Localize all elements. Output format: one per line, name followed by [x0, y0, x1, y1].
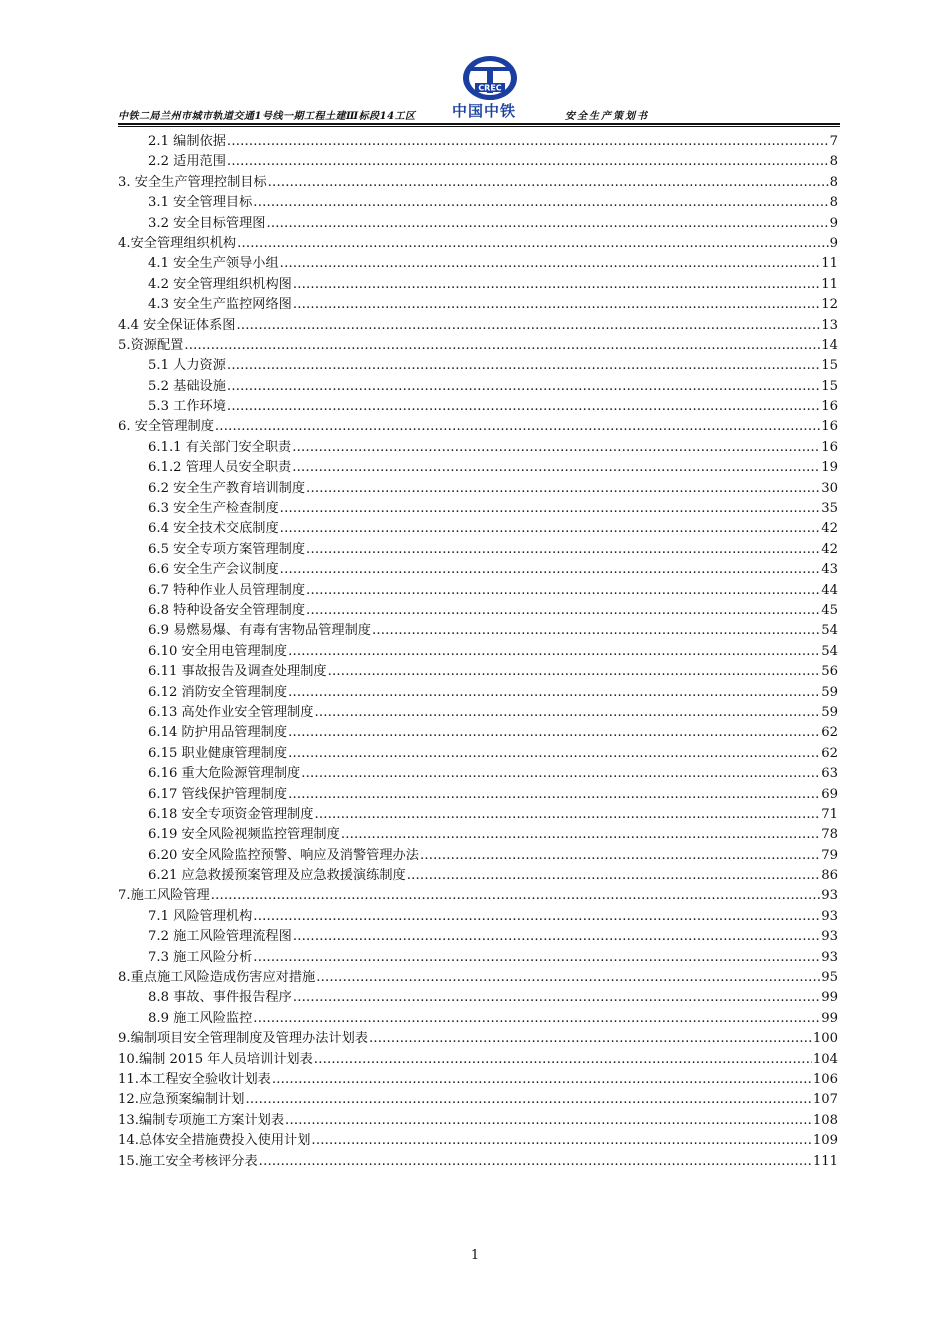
- toc-entry-title: 3. 安全生产管理控制目标: [118, 174, 267, 190]
- toc-entry[interactable]: [118, 1070, 838, 1090]
- toc-entry[interactable]: [118, 723, 838, 743]
- toc-entry-page: 30: [821, 480, 838, 496]
- toc-leader-dots: [288, 642, 820, 662]
- toc-entry[interactable]: [118, 907, 838, 927]
- toc-entry[interactable]: [118, 662, 838, 682]
- table-of-contents: [118, 132, 838, 1172]
- toc-entry-page: 79: [821, 847, 838, 863]
- toc-entry-title: 3.2 安全目标管理图: [148, 215, 266, 231]
- toc-entry-page: 93: [821, 929, 838, 945]
- toc-entry-title: 6.12 消防安全管理制度: [148, 684, 288, 700]
- toc-entry-page: 100: [812, 1031, 838, 1047]
- toc-entry[interactable]: [118, 397, 838, 417]
- toc-entry-title: 3.1 安全管理目标: [148, 195, 253, 211]
- toc-leader-dots: [288, 744, 820, 764]
- toc-entry-page: 19: [821, 460, 838, 476]
- crec-logo-icon: [461, 54, 519, 102]
- toc-leader-dots: [227, 132, 829, 152]
- toc-leader-dots: [259, 1152, 812, 1172]
- toc-leader-dots: [288, 683, 820, 703]
- toc-entry-title: 4.3 安全生产监控网络图: [148, 297, 292, 313]
- toc-entry-page: 54: [821, 623, 838, 639]
- toc-leader-dots: [316, 968, 820, 988]
- header-rule-thick: [118, 123, 840, 125]
- toc-leader-dots: [293, 988, 820, 1008]
- toc-entry-title: 9.编制项目安全管理制度及管理办法计划表: [118, 1031, 368, 1047]
- toc-entry-page: 43: [821, 562, 838, 578]
- toc-entry-title: 6.19 安全风险视频监控管理制度: [148, 827, 340, 843]
- toc-entry-page: 99: [821, 990, 838, 1006]
- toc-entry-page: 16: [821, 419, 838, 435]
- toc-entry-page: 63: [821, 766, 838, 782]
- toc-entry-page: 111: [812, 1153, 838, 1169]
- toc-entry[interactable]: [118, 499, 838, 519]
- toc-entry-page: 93: [821, 908, 838, 924]
- toc-entry-page: 108: [812, 1112, 838, 1128]
- toc-leader-dots: [280, 519, 821, 539]
- toc-leader-dots: [292, 438, 820, 458]
- toc-leader-dots: [253, 948, 820, 968]
- toc-entry-page: 7: [829, 134, 838, 149]
- toc-leader-dots: [227, 152, 829, 172]
- toc-entry-title: 6.18 安全专项资金管理制度: [148, 806, 314, 822]
- toc-leader-dots: [236, 316, 820, 336]
- toc-entry-page: 104: [812, 1051, 838, 1067]
- toc-leader-dots: [280, 560, 821, 580]
- toc-entry[interactable]: [118, 1111, 838, 1131]
- toc-entry-title: 6.21 应急救援预案管理及应急救援演练制度: [148, 868, 406, 884]
- toc-entry-page: 99: [821, 1010, 838, 1026]
- toc-entry-page: 56: [821, 664, 838, 680]
- toc-leader-dots: [341, 825, 820, 845]
- toc-entry-page: 8: [829, 195, 838, 211]
- toc-entry-title: 4.4 安全保证体系图: [118, 317, 236, 333]
- toc-entry-title: 11.本工程安全验收计划表: [118, 1071, 271, 1087]
- toc-entry-page: 107: [812, 1092, 838, 1108]
- toc-leader-dots: [253, 1009, 820, 1029]
- toc-entry-title: 6.8 特种设备安全管理制度: [148, 602, 306, 618]
- toc-entry-page: 78: [821, 827, 838, 843]
- toc-entry[interactable]: [118, 152, 838, 172]
- toc-entry[interactable]: [118, 825, 838, 845]
- toc-entry-page: 93: [821, 888, 838, 904]
- toc-entry[interactable]: [118, 785, 838, 805]
- toc-entry[interactable]: [118, 132, 838, 152]
- toc-entry-title: 6.13 高处作业安全管理制度: [148, 704, 314, 720]
- toc-entry-page: 59: [821, 684, 838, 700]
- toc-entry[interactable]: [118, 642, 838, 662]
- toc-entry-title: 15.施工安全考核评分表: [118, 1153, 258, 1169]
- toc-entry-title: 6.1.2 管理人员安全职责: [148, 460, 292, 476]
- toc-entry[interactable]: [118, 1090, 838, 1110]
- toc-leader-dots: [369, 1029, 812, 1049]
- toc-entry[interactable]: [118, 479, 838, 499]
- toc-entry-title: 8.9 施工风险监控: [148, 1010, 253, 1026]
- toc-entry-title: 4.2 安全管理组织机构图: [148, 276, 292, 292]
- toc-entry[interactable]: [118, 377, 838, 397]
- toc-entry-title: 5.1 人力资源: [148, 358, 226, 374]
- toc-leader-dots: [184, 336, 820, 356]
- toc-entry-title: 6.1.1 有关部门安全职责: [148, 439, 292, 455]
- toc-entry-page: 9: [829, 215, 838, 231]
- toc-entry[interactable]: [118, 295, 838, 315]
- toc-entry-page: 8: [829, 174, 838, 190]
- page-header: [118, 52, 840, 124]
- toc-entry-title: 6.9 易燃易爆、有毒有害物品管理制度: [148, 623, 371, 639]
- toc-leader-dots: [311, 1131, 811, 1151]
- toc-leader-dots: [372, 621, 820, 641]
- toc-entry-page: 15: [821, 378, 838, 394]
- toc-leader-dots: [314, 703, 820, 723]
- toc-entry-title: 12.应急预案编制计划: [118, 1092, 245, 1108]
- toc-leader-dots: [328, 662, 821, 682]
- toc-entry[interactable]: [118, 540, 838, 560]
- toc-entry-page: 109: [812, 1133, 838, 1149]
- toc-entry-title: 5.资源配置: [118, 337, 184, 353]
- toc-leader-dots: [285, 1111, 812, 1131]
- toc-entry-page: 14: [821, 337, 838, 353]
- toc-entry[interactable]: [118, 336, 838, 356]
- toc-leader-dots: [268, 173, 829, 193]
- toc-entry[interactable]: [118, 173, 838, 193]
- toc-entry-page: 42: [821, 541, 838, 557]
- toc-leader-dots: [215, 417, 820, 437]
- toc-leader-dots: [288, 785, 820, 805]
- toc-entry[interactable]: [118, 886, 838, 906]
- toc-entry-page: 16: [821, 399, 838, 415]
- toc-entry-title: 8.8 事故、事件报告程序: [148, 990, 292, 1006]
- toc-entry-title: 4.1 安全生产领导小组: [148, 256, 279, 272]
- toc-leader-dots: [407, 866, 820, 886]
- toc-entry[interactable]: [118, 683, 838, 703]
- toc-entry-title: 6.4 安全技术交底制度: [148, 521, 279, 537]
- toc-entry-page: 35: [821, 501, 838, 517]
- toc-leader-dots: [227, 397, 820, 417]
- toc-entry-title: 7.2 施工风险管理流程图: [148, 929, 292, 945]
- toc-entry-page: 45: [821, 602, 838, 618]
- header-rule-thin: [118, 126, 840, 127]
- toc-leader-dots: [227, 377, 820, 397]
- toc-entry-page: 69: [821, 786, 838, 802]
- toc-entry-title: 6.7 特种作业人员管理制度: [148, 582, 306, 598]
- toc-entry[interactable]: [118, 316, 838, 336]
- toc-entry-page: 95: [821, 970, 838, 986]
- toc-entry[interactable]: [118, 744, 838, 764]
- toc-entry-title: 6.15 职业健康管理制度: [148, 745, 288, 761]
- toc-entry[interactable]: [118, 846, 838, 866]
- toc-entry[interactable]: [118, 275, 838, 295]
- toc-leader-dots: [293, 927, 820, 947]
- toc-entry[interactable]: [118, 703, 838, 723]
- toc-entry-title: 2.1 编制依据: [148, 134, 226, 149]
- toc-leader-dots: [266, 214, 828, 234]
- toc-entry-title: 4.安全管理组织机构: [118, 235, 237, 251]
- toc-entry-page: 11: [821, 256, 838, 272]
- toc-entry-page: 16: [821, 439, 838, 455]
- toc-entry[interactable]: [118, 214, 838, 234]
- toc-entry-page: 9: [829, 235, 838, 251]
- toc-entry-page: 12: [821, 297, 838, 313]
- toc-entry[interactable]: [118, 458, 838, 478]
- toc-entry[interactable]: [118, 988, 838, 1008]
- toc-entry-page: 86: [821, 868, 838, 884]
- toc-entry[interactable]: [118, 927, 838, 947]
- toc-leader-dots: [227, 356, 820, 376]
- toc-leader-dots: [237, 234, 829, 254]
- toc-entry[interactable]: [118, 764, 838, 784]
- toc-entry-page: 42: [821, 521, 838, 537]
- toc-entry[interactable]: [118, 519, 838, 539]
- toc-entry[interactable]: [118, 560, 838, 580]
- logo-text: 中国中铁: [452, 102, 517, 120]
- toc-entry-page: 13: [821, 317, 838, 333]
- toc-entry-title: 7.施工风险管理: [118, 888, 210, 904]
- toc-leader-dots: [314, 1050, 812, 1070]
- toc-entry-page: 93: [821, 949, 838, 965]
- toc-entry-title: 7.1 风险管理机构: [148, 908, 253, 924]
- toc-entry-title: 8.重点施工风险造成伤害应对措施: [118, 970, 316, 986]
- toc-entry-page: 54: [821, 643, 838, 659]
- toc-leader-dots: [301, 764, 820, 784]
- toc-leader-dots: [253, 907, 820, 927]
- toc-leader-dots: [292, 458, 820, 478]
- toc-leader-dots: [280, 254, 821, 274]
- toc-entry[interactable]: [118, 438, 838, 458]
- toc-entry[interactable]: [118, 948, 838, 968]
- toc-entry[interactable]: [118, 193, 838, 213]
- toc-entry-title: 6. 安全管理制度: [118, 419, 214, 435]
- toc-leader-dots: [293, 295, 820, 315]
- toc-entry-title: 7.3 施工风险分析: [148, 949, 253, 965]
- toc-entry[interactable]: [118, 601, 838, 621]
- page-number: 1: [470, 1248, 480, 1263]
- toc-leader-dots: [272, 1070, 812, 1090]
- toc-entry[interactable]: [118, 968, 838, 988]
- toc-entry-title: 6.3 安全生产检查制度: [148, 501, 279, 517]
- toc-leader-dots: [306, 479, 820, 499]
- toc-leader-dots: [253, 193, 828, 213]
- toc-leader-dots: [280, 499, 821, 519]
- toc-entry-title: 6.20 安全风险监控预警、响应及消警管理办法: [148, 847, 419, 863]
- toc-entry-title: 6.2 安全生产教育培训制度: [148, 480, 306, 496]
- toc-entry-page: 62: [821, 725, 838, 741]
- toc-entry-page: 11: [821, 276, 838, 292]
- toc-entry[interactable]: [118, 1152, 838, 1172]
- toc-entry-title: 5.3 工作环境: [148, 399, 226, 415]
- toc-leader-dots: [420, 846, 820, 866]
- toc-entry[interactable]: [118, 356, 838, 376]
- toc-entry-title: 6.5 安全专项方案管理制度: [148, 541, 306, 557]
- logo-letters: CREC: [478, 83, 502, 93]
- toc-entry-title: 5.2 基础设施: [148, 378, 226, 394]
- toc-entry-title: 6.6 安全生产会议制度: [148, 562, 279, 578]
- toc-entry-title: 2.2 适用范围: [148, 154, 226, 170]
- toc-entry-page: 71: [821, 806, 838, 822]
- toc-entry[interactable]: [118, 1050, 838, 1070]
- toc-leader-dots: [245, 1090, 811, 1110]
- toc-entry-title: 14.总体安全措施费投入使用计划: [118, 1133, 311, 1149]
- toc-entry[interactable]: [118, 581, 838, 601]
- toc-entry-title: 13.编制专项施工方案计划表: [118, 1112, 285, 1128]
- header-document-title: 安全生产策划书: [565, 111, 649, 122]
- toc-entry-title: 6.11 事故报告及调查处理制度: [148, 664, 327, 680]
- toc-entry-title: 10.编制 2015 年人员培训计划表: [118, 1051, 313, 1067]
- toc-entry[interactable]: [118, 621, 838, 641]
- toc-entry[interactable]: [118, 1029, 838, 1049]
- toc-entry[interactable]: [118, 1009, 838, 1029]
- toc-entry-title: 6.17 管线保护管理制度: [148, 786, 288, 802]
- toc-leader-dots: [314, 805, 820, 825]
- toc-entry-title: 6.14 防护用品管理制度: [148, 725, 288, 741]
- toc-entry[interactable]: [118, 1131, 838, 1151]
- header-project-title: 中铁二局兰州市城市轨道交通1号线一期工程土建Ⅲ标段14工区: [118, 111, 416, 122]
- toc-leader-dots: [293, 275, 820, 295]
- toc-entry-page: 106: [812, 1071, 838, 1087]
- toc-entry-page: 59: [821, 704, 838, 720]
- toc-entry[interactable]: [118, 234, 838, 254]
- toc-entry[interactable]: [118, 254, 838, 274]
- toc-entry-page: 62: [821, 745, 838, 761]
- toc-entry[interactable]: [118, 866, 838, 886]
- toc-entry[interactable]: [118, 417, 838, 437]
- toc-leader-dots: [288, 723, 820, 743]
- toc-leader-dots: [306, 601, 820, 621]
- toc-entry-page: 8: [829, 154, 838, 170]
- toc-leader-dots: [211, 886, 821, 906]
- toc-entry-page: 15: [821, 358, 838, 374]
- toc-entry-title: 6.10 安全用电管理制度: [148, 643, 288, 659]
- toc-leader-dots: [306, 581, 820, 601]
- toc-leader-dots: [306, 540, 820, 560]
- toc-entry-title: 6.16 重大危险源管理制度: [148, 766, 301, 782]
- toc-entry-page: 44: [821, 582, 838, 598]
- toc-entry[interactable]: [118, 805, 838, 825]
